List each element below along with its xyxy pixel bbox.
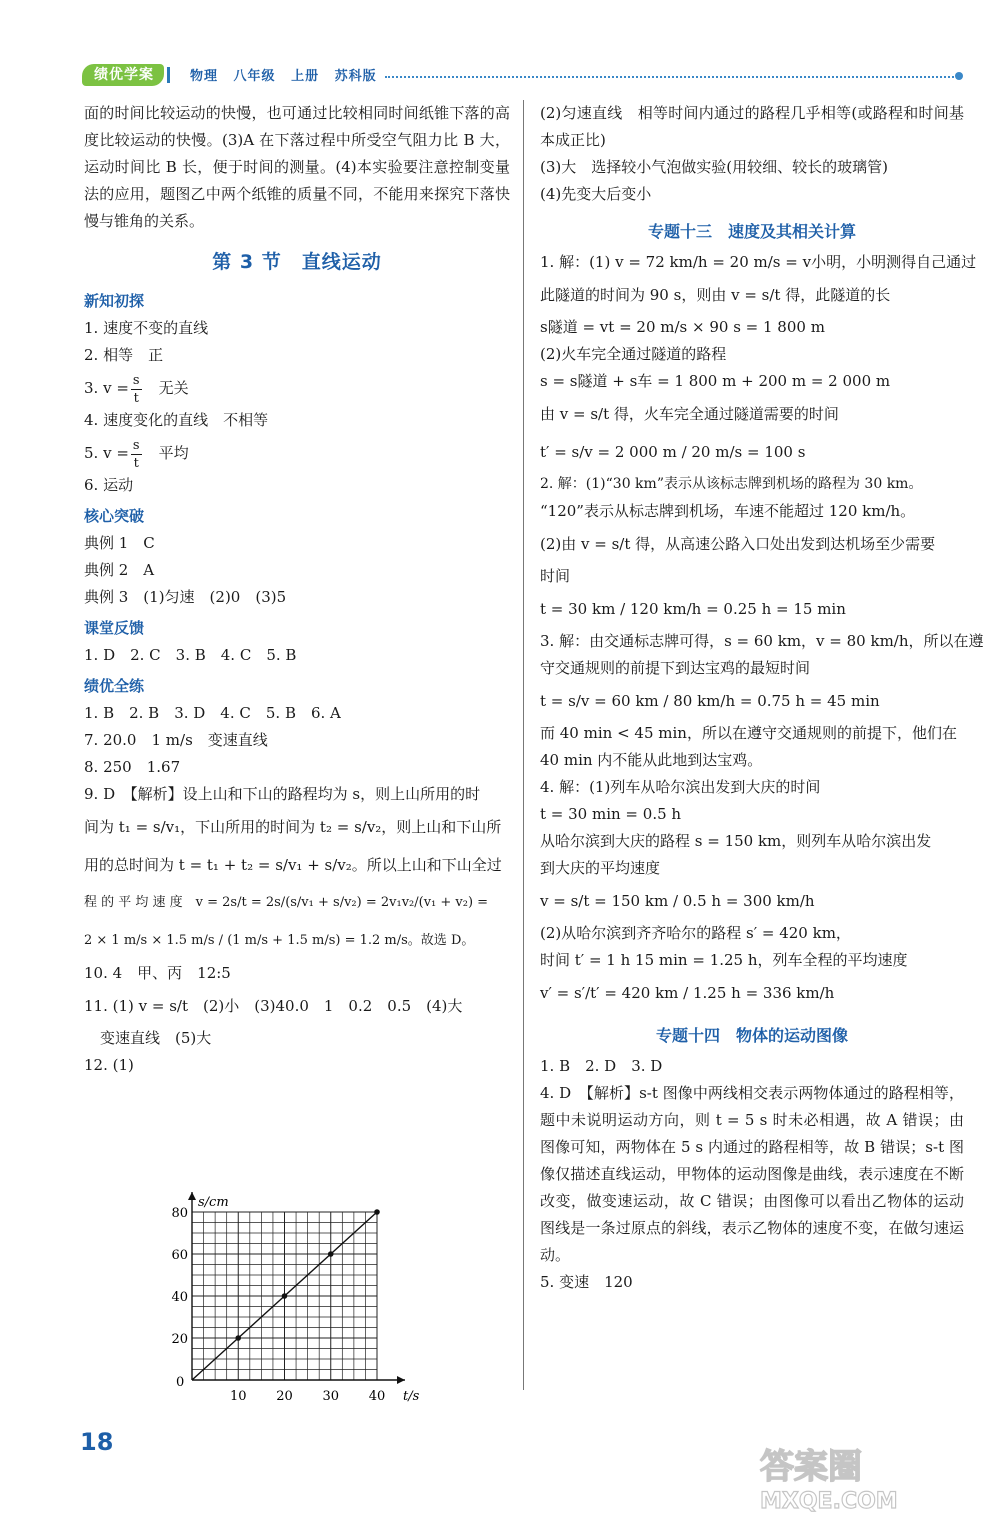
graph-axes: [188, 1192, 405, 1384]
answer-line: 到大庆的平均速度: [540, 859, 661, 877]
answer-paragraph: 4. D 【解析】s-t 图像中两线相交表示两物体通过的路程相等，题中未说明运动方向，则 t = 5 s 时未必相遇，故 A 错误；由图像可知，两物体在 5 s 内通过的路程相等，故 B 错误；s-t 图像仅描述直线运动，甲物体的运动图像是曲线，表示速度在不断改变，做变速运动，故 C 错误；由图像可以看出乙物体的运动图线是一条过原点的斜线，表示乙物体的速度不变，在做匀速运动。: [540, 1084, 964, 1264]
answer-line: 5. v = $\frac{s}{t}$ 平均: [84, 437, 189, 471]
data-point: [235, 1335, 241, 1341]
watermark-url: MXQE.COM: [760, 1489, 898, 1512]
answer-line: (2)火车完全通过隧道的路程: [540, 345, 727, 363]
answer-line: 4. 速度变化的直线 不相等: [84, 411, 269, 429]
answer-line: 8. 250 1.67: [84, 758, 181, 776]
x-tick-label: 40: [368, 1389, 386, 1402]
answer-line: t′ = s/v = 2 000 m / 20 m/s = 100 s: [540, 443, 806, 461]
grade: 八年级: [233, 69, 276, 84]
answer-line: 典例 1 C: [84, 534, 155, 552]
answer-line: 1. B 2. D 3. D: [540, 1057, 663, 1075]
answer-line: 2. 相等 正: [84, 346, 164, 364]
fraction: $\frac{s}{t}$: [132, 372, 140, 406]
y-axis-label: s/cm: [198, 1195, 229, 1210]
answer-line: 5. 变速 120: [540, 1273, 633, 1291]
y-tick-label: 40: [171, 1290, 188, 1305]
answer-line: v′ = s′/t′ = 420 km / 1.25 h = 336 km/h: [540, 984, 835, 1002]
watermark-text: 答案圈: [760, 1447, 862, 1487]
brand-badge: 绩优学案: [82, 64, 164, 86]
answer-line: 变速直线 (5)大: [100, 1029, 212, 1047]
answer-line: 1. 解：(1) v = 72 km/h = 20 m/s = v小明，小明测得自己通过: [540, 253, 977, 271]
s-t-graph: [170, 1172, 420, 1402]
answer-line: 而 40 min < 45 min，所以在遵守交通规则的前提下，他们在: [540, 724, 957, 742]
answer-line: (3)大 选择较小气泡做实验(用较细、较长的玻璃管): [540, 158, 888, 176]
data-point: [282, 1293, 288, 1299]
answer-line: s = s隧道 + s车 = 1 800 m + 200 m = 2 000 m: [540, 372, 891, 390]
left-column: [84, 100, 510, 1079]
answer-line: 由 v = s/t 得，火车完全通过隧道需要的时间: [540, 405, 839, 423]
answer-line: 9. D 【解析】设上山和下山的路程均为 s，则上山所用的时: [84, 785, 481, 803]
graph-series: [192, 1209, 380, 1380]
subhead-xinzhi: 新知初探: [84, 292, 145, 310]
subhead-hexin: 核心突破: [84, 507, 145, 525]
answer-line: 2 × 1 m/s × 1.5 m/s / (1 m/s + 1.5 m/s) = 1.2 m/s。故选 D。: [84, 933, 475, 948]
x-axis-arrow-icon: [397, 1376, 405, 1384]
subject: 物理: [190, 69, 219, 84]
answer-line: 用的总时间为 t = t₁ + t₂ = s/v₁ + s/v₂。所以上山和下山全过: [84, 856, 502, 874]
answer-line: 3. 解：由交通标志牌可得，s = 60 km，v = 80 km/h，所以在遵: [540, 632, 984, 650]
header-dotted-rule: [385, 76, 958, 78]
y-tick-label: 20: [171, 1332, 188, 1347]
data-point: [374, 1209, 380, 1215]
answer-line: 典例 3 (1)匀速 (2)0 (3)5: [84, 588, 287, 606]
answer-line: 时间 t′ = 1 h 15 min = 1.25 h，列车全程的平均速度: [540, 951, 908, 969]
header-dot-icon: [955, 72, 963, 80]
answer-line: (2)由 v = s/t 得，从高速公路入口处出发到达机场至少需要: [540, 535, 936, 553]
topic-14-title: 专题十四 物体的运动图像: [655, 1026, 848, 1045]
answer-line: 11. (1) v = s/t (2)小 (3)40.0 1 0.2 0.5 (4)大: [84, 997, 463, 1015]
y-axis-arrow-icon: [188, 1192, 196, 1200]
answer-line: 6. 运动: [84, 476, 134, 494]
answer-line: 从哈尔滨到大庆的路程 s = 150 km，则列车从哈尔滨出发: [540, 832, 932, 850]
subhead-ketang: 课堂反馈: [84, 619, 145, 637]
graph-ticks: [171, 1195, 419, 1402]
answer-line: 10. 4 甲、丙 12:5: [84, 964, 231, 982]
volume: 上册: [291, 69, 320, 84]
answer-line: 1. B 2. B 3. D 4. C 5. B 6. A: [84, 704, 341, 722]
book-meta: [190, 65, 387, 84]
answer-paragraph: (2)匀速直线 相等时间内通过的路程几乎相等(或路程和时间基本成正比): [540, 104, 964, 149]
answer-line: s隧道 = vt = 20 m/s × 90 s = 1 800 m: [540, 318, 825, 336]
answer-line: 1. D 2. C 3. B 4. C 5. B: [84, 646, 297, 664]
answer-line: 守交通规则的前提下到达宝鸡的最短时间: [540, 659, 811, 677]
intro-paragraph: 面的时间比较运动的快慢，也可通过比较相同时间纸锥下落的高度比较运动的快慢。(3)A 在下落过程中所受空气阻力比 B 大，运动时间比 B 长，便于时间的测量。(4)本实验要注意控制变量法的应用，题图乙中两个纸锥的质量不同，不能用来探究下落快慢与锥角的关系。: [84, 104, 510, 230]
x-tick-label: 10: [229, 1389, 247, 1402]
answer-line: t = 30 km / 120 km/h = 0.25 h = 15 min: [540, 600, 846, 618]
subhead-jiyou: 绩优全练: [84, 677, 145, 695]
x-axis-label: t/s: [403, 1389, 420, 1402]
fraction: $\frac{s}{t}$: [132, 437, 140, 471]
answer-line: 间为 t₁ = s/v₁，下山所用的时间为 t₂ = s/v₂，则上山和下山所: [84, 818, 502, 836]
answer-line: 此隧道的时间为 90 s，则由 v = s/t 得，此隧道的长: [540, 286, 891, 304]
edition: 苏科版: [334, 69, 377, 84]
answer-line: 40 min 内不能从此地到达宝鸡。: [540, 751, 763, 769]
answer-line: 时间: [540, 567, 571, 585]
answer-line: t = s/v = 60 km / 80 km/h = 0.75 h = 45 min: [540, 692, 880, 710]
y-tick-label: 80: [171, 1206, 188, 1221]
answer-line: 典例 2 A: [84, 561, 155, 579]
answer-line: (4)先变大后变小: [540, 185, 652, 203]
answer-line: 3. v = $\frac{s}{t}$ 无关: [84, 372, 189, 406]
page-number: 18: [80, 1428, 114, 1456]
column-divider: [523, 100, 524, 1390]
answer-line: 4. 解：(1)列车从哈尔滨出发到大庆的时间: [540, 778, 821, 796]
data-point: [328, 1251, 334, 1257]
answer-line: “120”表示从标志牌到机场，车速不能超过 120 km/h。: [540, 502, 916, 520]
origin-label: 0: [176, 1375, 185, 1390]
answer-line: 7. 20.0 1 m/s 变速直线: [84, 731, 268, 749]
x-tick-label: 20: [276, 1389, 293, 1402]
answer-line: 2. 解：(1)“30 km”表示从该标志牌到机场的路程为 30 km。: [540, 476, 923, 492]
answer-line: v = s/t = 150 km / 0.5 h = 300 km/h: [540, 892, 815, 910]
topic-13-title: 专题十三 速度及其相关计算: [647, 222, 856, 241]
answer-line: 程 的 平 均 速 度 v = 2s/t = 2s/(s/v₁ + s/v₂) = 2v₁v₂/(v₁ + v₂) =: [84, 895, 489, 910]
answer-line: 1. 速度不变的直线: [84, 319, 209, 337]
answer-line: (2)从哈尔滨到齐齐哈尔的路程 s′ = 420 km，: [540, 924, 851, 942]
section-title: 第 3 节 直线运动: [212, 251, 382, 273]
answer-line: 12. (1): [84, 1056, 134, 1074]
y-tick-label: 60: [171, 1248, 188, 1263]
answer-line: t = 30 min = 0.5 h: [540, 805, 682, 823]
x-tick-label: 30: [322, 1389, 340, 1402]
watermark-logo-icon: [720, 1440, 960, 1512]
page-header: [0, 58, 1000, 90]
right-column: [540, 100, 984, 1296]
